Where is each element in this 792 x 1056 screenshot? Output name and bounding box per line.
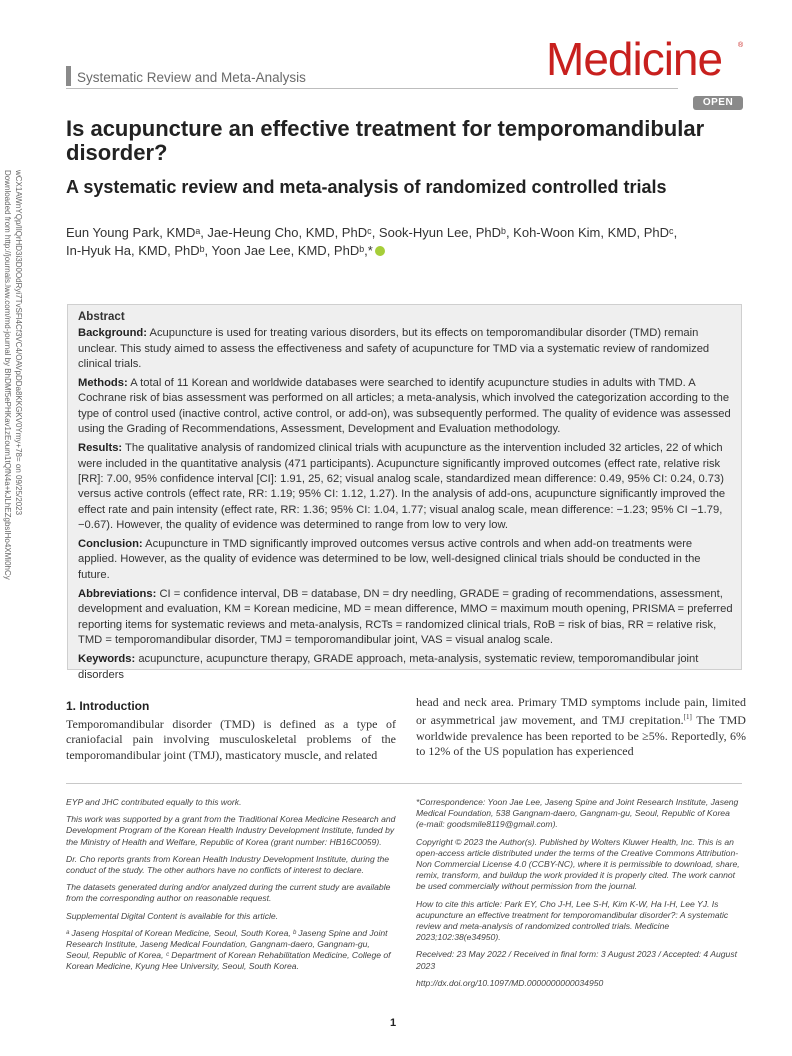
article-subtitle: A systematic review and meta-analysis of randomized controlled trials — [66, 177, 667, 197]
footnotes-left — [66, 797, 396, 979]
results-text: The qualitative analysis of randomized clinical trials with acupuncture as the intervention included 32 articles, 22 of which were included in the quantitative analysis (471 participants). Acupuncture significantly improved outcomes (effect rate, relative risk [RR]: 7.00, 95% confidence interval [CI]: 1.91, 25, 62; visual analog scale, standardized mean difference: 0.49, 95% CI: 0.24, 0.73) versus active controls (effect rate, RR: 1.19; 95% CI: 1.12, 1.27). In the analysis of add-ons, acupuncture significantly improved the effect rate and pain intensity (effect rate, RR: 1.36; 95% CI: 1.04, 1.77; visual analog scale, mean difference: −1.23; 95% CI −1.79, −0.67). However, the quality of evidence was determined to range from low to very low. — [78, 442, 726, 531]
footnote-item: The datasets generated during and/or analyzed during the current study are available from the corresponding author on reasonable request. — [66, 882, 391, 904]
abbreviations-text: CI = confidence interval, DB = database, DN = dry needling, GRADE = grading of recommendations, assessment, development and evaluation, KM = Korean medicine, MD = mean difference, MMO = maximum mouth opening, PRISMA = preferred reporting items for systematic reviews and meta-analysis, RCTs = randomized clinical trials, RoB = risk of bias, RR = relative risk, TMD = temporomandibular disorder, TMJ = temporomandibular joint, VAS = visual analog scale. — [78, 588, 733, 646]
section-label: Systematic Review and Meta-Analysis — [77, 70, 306, 85]
abstract-abbreviations — [78, 587, 734, 648]
abbreviations-label: Abbreviations: — [78, 588, 157, 601]
article-title: Is acupuncture an effective treatment for temporomandibular disorder? — [66, 116, 705, 165]
orcid-icon[interactable] — [375, 246, 385, 256]
footnote-divider — [66, 783, 742, 784]
keywords-text: acupuncture, acupuncture therapy, GRADE approach, meta-analysis, systematic review, temporomandibular joint disorders — [78, 653, 699, 681]
intro-column-1: Temporomandibular disorder (TMD) is defined as a type of craniofacial pain involving musculoskeletal problems of the temporomandibular joint (TMJ), masticatory muscle, and related — [66, 717, 396, 762]
citation-note: How to cite this article: Park EY, Cho J-H, Lee S-H, Kim K-W, Ha I-H, Lee YJ. Is acupuncture an effective treatment for temporomandibular disorder?: A systematic review and meta-analysis of randomized controlled trials. Medicine 2023;102:38(e34950). — [416, 898, 729, 943]
results-label: Results: — [78, 442, 123, 455]
download-sidebar-text — [2, 170, 68, 680]
page-number: 1 — [390, 1017, 397, 1029]
footnote-item: Dr. Cho reports grants from Korean Health Industry Development Institute, during the conduct of the study. The other authors have no conflicts of interest to declare. — [66, 853, 390, 876]
conclusion-text: Acupuncture in TMD significantly improved outcomes versus active controls and when add-on treatments were applied. However, as the quality of evidence was determined to be low, well-designed clinical trials should be conducted in the future. — [78, 538, 701, 581]
dates-note: Received: 23 May 2022 / Received in final form: 3 August 2023 / Accepted: 4 August 2023 — [416, 949, 738, 971]
introduction-heading: 1. Introduction — [66, 699, 150, 713]
footnote-item: This work was supported by a grant from the Traditional Korea Medicine Research and Development Program of the Korean Health Industry Development Institute, funded by the Ministry of Health and Welfare, Republic of Korea (grant number: HB16C0059). — [66, 814, 396, 847]
abstract-methods — [78, 376, 734, 437]
journal-logo: Medicine — [546, 33, 723, 85]
intro-col2-text-b: The TMD worldwide prevalence has been reported to be ≥5%. Reportedly, 6% to 12% of the US population has experienced — [416, 713, 746, 758]
correspondence-note: *Correspondence: Yoon Jae Lee, Jaseng Spine and Joint Research Institute, Jaseng Medical Foundation, 538 Gangnam-daero, Gangnam-gu, Seoul, Republic of Korea (e-mail: goodsmile8119@gmail.com). — [416, 797, 739, 830]
registered-mark: ® — [738, 42, 744, 49]
open-access-badge: OPEN — [693, 96, 743, 110]
side-text-line-2: wCX1AWnYQp/IlQrHD3i3D0OdRyi7TvSFl4Cf3VC4/OAVpDDa8KKGKV0Ymy+78= on 09/25/2023 — [14, 170, 23, 516]
doi-link[interactable]: http://dx.doi.org/10.1097/MD.0000000000034950 — [416, 977, 604, 988]
conclusion-label: Conclusion: — [78, 538, 143, 551]
copyright-note: Copyright © 2023 the Author(s). Published by Wolters Kluwer Health, Inc. This is an open-access article distributed under the terms of the Creative Commons Attribution-Non Commercial License 4.0 (CCBY-NC), where it is permissible to download, share, remix, transform, and buildup the work provided it is properly cited. The work cannot be used commercially without permission from the journal. — [416, 836, 740, 892]
author-list — [66, 224, 746, 260]
intro-column-2 — [416, 695, 746, 759]
section-marker — [66, 66, 71, 86]
abstract-box — [67, 304, 742, 681]
footnotes-right — [416, 797, 742, 995]
side-text-line-1: Downloaded from http://journals.lww.com/md-journal by BhDMf5ePHKav1zEoum1tQfN4a+kJLhEZgbsIHo4XMi0hCy — [3, 170, 12, 580]
intro-col2-text-a: head and neck area. Primary TMD symptoms include pain, limited or asymmetrical jaw movement, and TMJ crepitation. — [416, 695, 746, 728]
background-text: Acupuncture is used for treating various disorders, but its effects on temporomandibular disorder (TMD) remain unclear. This study aimed to assess the effectiveness and safety of acupuncture for TMD via a systematic review of randomized clinical trials. — [78, 327, 710, 370]
section-divider — [66, 88, 678, 89]
keywords-label: Keywords: — [78, 653, 136, 666]
reference-link[interactable]: [1] — [683, 713, 692, 722]
authors-line-2-text: In-Hyuk Ha, KMD, PhDᵇ, Yoon Jae Lee, KMD, PhDᵇ,* — [66, 243, 373, 258]
authors-line-2 — [66, 242, 746, 260]
abstract-keywords — [78, 652, 734, 683]
background-label: Background: — [78, 327, 147, 340]
footnote-item: EYP and JHC contributed equally to this work. — [66, 797, 242, 807]
abstract-conclusion — [78, 537, 734, 583]
footnote-item: Supplemental Digital Content is available for this article. — [66, 910, 279, 921]
methods-text: A total of 11 Korean and worldwide databases were searched to identify acupuncture studies in adults with TMD. A Cochrane risk of bias assessment was performed on all articles; a meta-analysis, which involved the categorization according to the type of control used (inactive control, active control, or add-on), was subsequently performed. The quality of evidence was assessed using the Grading of Recommendations, Assessment, Development and Evaluation methodology. — [78, 377, 731, 436]
abstract-heading: Abstract — [78, 311, 125, 323]
authors-line-1: Eun Young Park, KMDᵃ, Jae-Heung Cho, KMD, PhDᶜ, Sook-Hyun Lee, PhDᵇ, Koh-Woon Kim, KMD, PhDᶜ, — [66, 225, 678, 240]
abstract-background — [78, 326, 734, 372]
abstract-results — [78, 441, 734, 533]
methods-label: Methods: — [78, 377, 128, 390]
footnote-affiliations: ᵃ Jaseng Hospital of Korean Medicine, Seoul, South Korea, ᵇ Jaseng Spine and Joint Research Institute, Jaseng Medical Foundation, Gangnam-daero, Gangnam-gu, Seoul, Republic of Korea, ᶜ Department of Korean Rehabilitation Medicine, College of Korean Medicine, Kyung Hee University, Seoul, South Korea. — [66, 927, 391, 972]
